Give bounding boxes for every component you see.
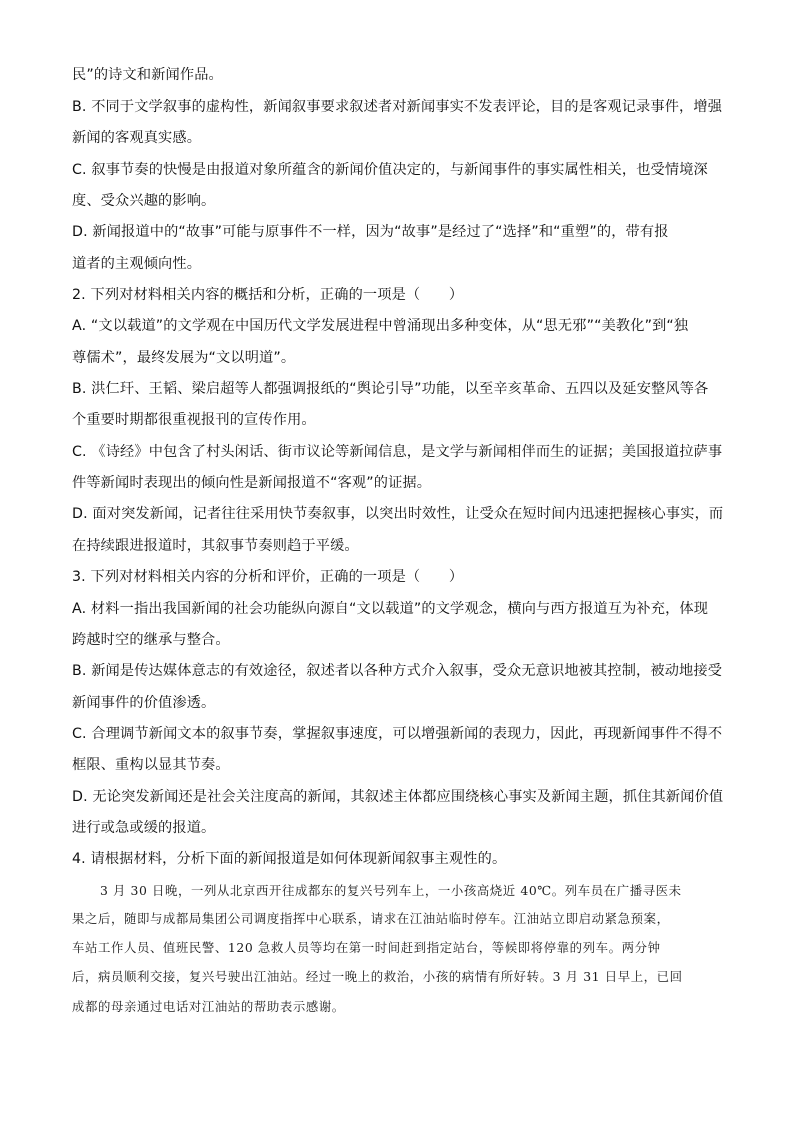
question-2: 2. 下列对材料相关内容的概括和分析，正确的一项是（ ）: [72, 287, 464, 303]
text-line: 民”的诗文和新闻作品。: [72, 67, 223, 83]
text-line: 跨越时空的继承与整合。: [72, 632, 230, 648]
option-a-line: A. 材料一指出我国新闻的社会功能纵向源自“文以载道”的文学观念，横向与西方报道互为补充，体现: [72, 601, 709, 617]
option-d-line: D. 面对突发新闻，记者往往采用快节奏叙事，以突出时效性，让受众在短时间内迅速把握核心事实，而: [72, 506, 724, 522]
option-b-line: B. 洪仁玕、王韬、梁启超等人都强调报纸的“舆论引导”功能，以至辛亥革命、五四以及延安整风等各: [72, 381, 709, 397]
option-c-line: C. 合理调节新闻文本的叙事节奏，掌握叙事速度，可以增强新闻的表现力，因此，再现新闻事件不得不: [72, 726, 723, 742]
news-passage-line: 果之后，随即与成都局集团公司调度指挥中心联系，请求在江油站临时停车。江油站立即启动紧急预案，: [72, 911, 670, 926]
text-line: 尊儒术”，最终发展为“文以明道”。: [72, 350, 296, 366]
option-d-line: D. 新闻报道中的“故事”可能与原事件不一样，因为“故事”是经过了“选择”和“重塑”的，带有报: [72, 224, 669, 240]
text-line: 框限、重构以显其节奏。: [72, 757, 230, 773]
text-line: 新闻事件的价值渗透。: [72, 695, 216, 711]
question-3: 3. 下列对材料相关内容的分析和评价，正确的一项是（ ）: [72, 569, 464, 585]
question-4: 4. 请根据材料，分析下面的新闻报道是如何体现新闻叙事主观性的。: [72, 851, 507, 867]
option-c-line: C. 叙事节奏的快慢是由报道对象所蕴含的新闻价值决定的，与新闻事件的事实属性相关，也受情境深: [72, 162, 708, 178]
text-line: 进行或急或缓的报道。: [72, 820, 216, 836]
text-line: 道者的主观倾向性。: [72, 256, 202, 272]
option-a-line: A. “文以载道”的文学观在中国历代文学发展进程中曾涌现出多种变体，从“思无邪”“美教化”到“独: [72, 318, 689, 334]
text-line: 在持续跟进报道时，其叙事节奏则趋于平缓。: [72, 538, 359, 554]
news-passage-line: 3 月 30 日晚，一列从北京西开往成都东的复兴号列车上，一小孩高烧近 40℃。列车员在广播寻医未: [100, 883, 682, 898]
text-line: 个重要时期都很重视报刊的宣传作用。: [72, 412, 316, 428]
text-line: 件等新闻时表现出的倾向性是新闻报道不“客观”的证据。: [72, 475, 432, 491]
news-passage-line: 车站工作人员、值班民警、120 急救人员等均在第一时间赶到指定站台，等候即将停靠的列车。两分钟: [72, 940, 661, 955]
option-b-line: B. 不同于文学叙事的虚构性，新闻叙事要求叙述者对新闻事实不发表评论，目的是客观记录事件，增强: [72, 99, 723, 115]
text-line: 新闻的客观真实感。: [72, 130, 202, 146]
option-b-line: B. 新闻是传达媒体意志的有效途径，叙述者以各种方式介入叙事，受众无意识地被其控制，被动地接受: [72, 663, 723, 679]
option-d-line: D. 无论突发新闻还是社会关注度高的新闻，其叙述主体都应围绕核心事实及新闻主题，抓住其新闻价值: [72, 789, 724, 805]
news-passage-line: 后，病员顺利交接，复兴号驶出江油站。经过一晚上的救治，小孩的病情有所好转。3 月 31 日早上，已回: [72, 969, 683, 984]
text-line: 度、受众兴趣的影响。: [72, 193, 216, 209]
option-c-line: C. 《诗经》中包含了村头闲话、街市议论等新闻信息，是文学与新闻相伴而生的证据；美国报道拉萨事: [72, 444, 723, 460]
news-passage-line: 成都的母亲通过电话对江油站的帮助表示感谢。: [72, 999, 345, 1014]
